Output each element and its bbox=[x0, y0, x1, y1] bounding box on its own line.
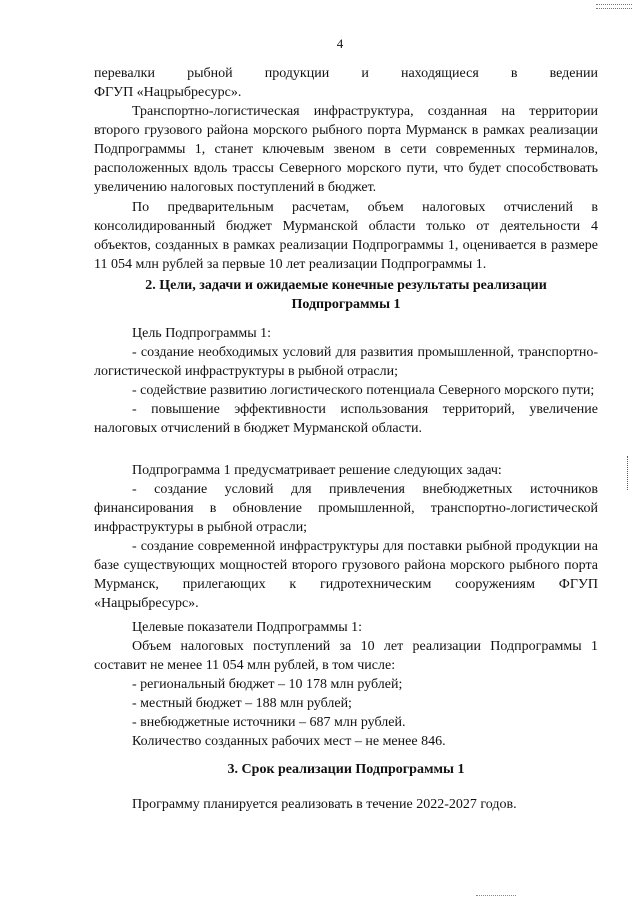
scan-artifact bbox=[627, 456, 630, 490]
goal-item: - повышение эффективности использования территорий, увеличение налоговых отчислений в бюджет Мурманской области. bbox=[94, 402, 598, 436]
tasks-label: Подпрограмма 1 предусматривает решение следующих задач: bbox=[132, 463, 502, 478]
paragraph: Программу планируется реализовать в течение 2022-2027 годов. bbox=[132, 797, 517, 812]
targets-intro: Объем налоговых поступлений за 10 лет реализации Подпрограммы 1 составит не менее 11 054 млн рублей, в том числе: bbox=[94, 639, 598, 673]
section-3-heading bbox=[94, 760, 598, 779]
task-item: - создание условий для привлечения внебюджетных источников финансирования в обновление промышленной, транспортно-логистической инфраструктуры в рыбной отрасли; bbox=[94, 482, 598, 535]
targets-block bbox=[94, 618, 598, 751]
target-item: - местный бюджет – 188 млн рублей; bbox=[132, 696, 352, 711]
section-title: 2. Цели, задачи и ожидаемые конечные результаты реализации bbox=[145, 278, 547, 293]
paragraph-transport bbox=[94, 102, 598, 197]
scan-artifact bbox=[476, 895, 516, 898]
page-number: 4 bbox=[336, 36, 344, 51]
paragraph: Транспортно-логистическая инфраструктура, созданная на территории второго грузового района морского рыбного порта Мурманск в рамках реализации Подпрограммы 1, станет ключевым звеном в сети современных терминалов, расположенных вдоль трассы Северного морского пути, что будет способствовать увеличению налоговых поступлений в бюджет. bbox=[94, 104, 598, 195]
goal-item: - содействие развитию логистического потенциала Северного морского пути; bbox=[132, 383, 595, 398]
jobs-count: Количество созданных рабочих мест – не менее 846. bbox=[132, 734, 446, 749]
scan-artifact bbox=[596, 4, 632, 9]
section-3-body bbox=[94, 795, 598, 814]
section-title: Подпрограммы 1 bbox=[291, 297, 401, 312]
paragraph: По предварительным расчетам, объем налоговых отчислений в консолидированный бюджет Мурманской области только от деятельности 4 объектов, созданных в рамках реализации Подпрограммы 1, оценивается в размере 11 054 млн рублей за первые 10 лет реализации Подпрограммы 1. bbox=[94, 200, 598, 272]
target-item: - внебюджетные источники – 687 млн рублей. bbox=[132, 715, 406, 730]
section-title: 3. Срок реализации Подпрограммы 1 bbox=[227, 762, 465, 777]
targets-label: Целевые показатели Подпрограммы 1: bbox=[132, 620, 363, 635]
goal-label: Цель Подпрограммы 1: bbox=[132, 326, 271, 341]
goals-block bbox=[94, 324, 598, 438]
target-item: - региональный бюджет – 10 178 млн рублей; bbox=[132, 677, 403, 692]
paragraph-tax bbox=[94, 198, 598, 274]
intro-line: перевалки рыбной продукции и находящиеся в ведении bbox=[94, 66, 598, 81]
tasks-block bbox=[94, 461, 598, 613]
task-item: - создание современной инфраструктуры для поставки рыбной продукции на базе существующих мощностей второго грузового района морского рыбного порта Мурманск, прилегающих к гидротехническим сооружениям ФГУП «Нацрыбресурс». bbox=[94, 539, 598, 611]
intro-block bbox=[94, 64, 598, 102]
section-2-heading bbox=[94, 276, 598, 314]
goal-item: - создание необходимых условий для развития промышленной, транспортно-логистической инфраструктуры в рыбной отрасли; bbox=[94, 345, 598, 379]
intro-line: ФГУП «Нацрыбресурс». bbox=[94, 85, 242, 100]
